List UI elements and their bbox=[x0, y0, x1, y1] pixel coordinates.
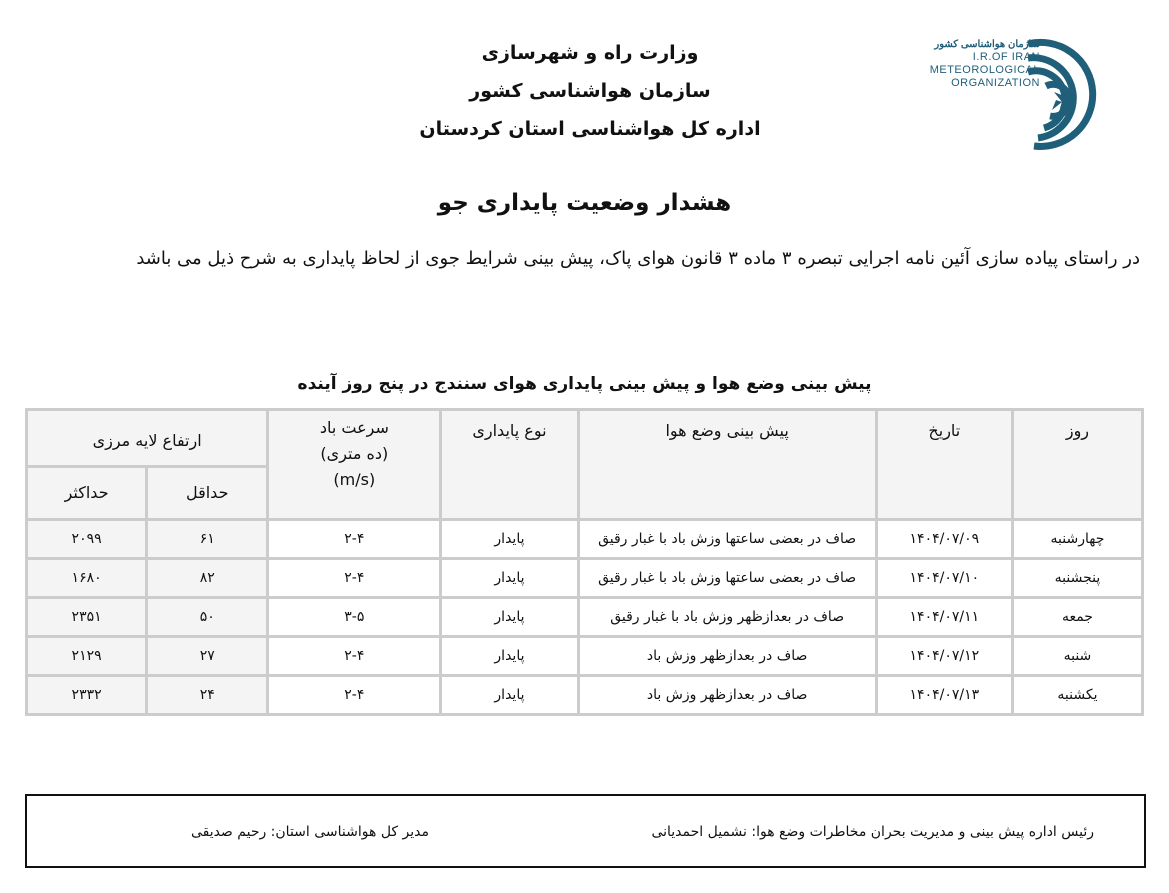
cell-max: ۲۰۹۹ bbox=[27, 520, 147, 559]
cell-max: ۲۳۵۱ bbox=[27, 598, 147, 637]
cell-min: ۲۷ bbox=[147, 637, 268, 676]
header-day: روز bbox=[1012, 410, 1142, 520]
table-row bbox=[27, 520, 1143, 559]
header-forecast: پیش بینی وضع هوا bbox=[578, 410, 876, 520]
organization-header bbox=[380, 34, 800, 148]
cell-min: ۲۴ bbox=[147, 676, 268, 715]
header-stability: نوع پایداری bbox=[441, 410, 578, 520]
cell-day: چهارشنبه bbox=[1012, 520, 1142, 559]
table-row bbox=[27, 559, 1143, 598]
cell-min: ۸۲ bbox=[147, 559, 268, 598]
wind-header-line-1: سرعت باد bbox=[319, 418, 389, 437]
ministry-name: وزارت راه و شهرسازی bbox=[481, 42, 699, 64]
document-title: هشدار وضعیت پایداری جو bbox=[437, 190, 732, 216]
cell-wind: ۲-۴ bbox=[268, 676, 441, 715]
logo-spiral-icon bbox=[1024, 38, 1114, 154]
cell-min: ۵۰ bbox=[147, 598, 268, 637]
cell-stability: پایدار bbox=[441, 520, 578, 559]
logo-fa-text: سازمان هواشناسی کشور bbox=[934, 39, 1040, 50]
meteorological-organization-logo bbox=[929, 38, 1118, 158]
cell-day: پنجشنبه bbox=[1012, 559, 1142, 598]
cell-min: ۶۱ bbox=[147, 520, 268, 559]
cell-wind: ۲-۴ bbox=[268, 637, 441, 676]
table-row bbox=[27, 637, 1143, 676]
cell-date: ۱۴۰۴/۰۷/۱۲ bbox=[876, 637, 1012, 676]
cell-stability: پایدار bbox=[441, 559, 578, 598]
header-wind-speed bbox=[268, 410, 441, 520]
cell-forecast: صاف در بعضی ساعتها وزش باد با غبار رقیق bbox=[578, 520, 876, 559]
cell-wind: ۲-۴ bbox=[268, 559, 441, 598]
provincial-office-name: اداره کل هواشناسی استان کردستان bbox=[419, 118, 761, 140]
header-min: حداقل bbox=[147, 467, 268, 520]
logo-en-line-1: I.R.OF IRAN bbox=[972, 51, 1040, 63]
wind-header-line-2: (ده متری) bbox=[320, 444, 389, 463]
table-row bbox=[27, 676, 1143, 715]
signature-box bbox=[25, 794, 1146, 868]
cell-forecast: صاف در بعدازظهر وزش باد bbox=[578, 637, 876, 676]
organization-name: سازمان هواشناسی کشور bbox=[469, 80, 711, 102]
cell-date: ۱۴۰۴/۰۷/۱۱ bbox=[876, 598, 1012, 637]
table-row bbox=[27, 598, 1143, 637]
cell-day: جمعه bbox=[1012, 598, 1142, 637]
cell-forecast: صاف در بعدازظهر وزش باد bbox=[578, 676, 876, 715]
logo-en-line-3: ORGANIZATION bbox=[951, 77, 1040, 89]
logo-en-line-2: METEOROLOGICAL bbox=[929, 64, 1040, 76]
cell-day: شنبه bbox=[1012, 637, 1142, 676]
header-max: حداکثر bbox=[27, 467, 147, 520]
wind-header-line-3: (m/s) bbox=[333, 470, 376, 489]
cell-date: ۱۴۰۴/۰۷/۱۳ bbox=[876, 676, 1012, 715]
cell-date: ۱۴۰۴/۰۷/۰۹ bbox=[876, 520, 1012, 559]
intro-paragraph: در راستای پیاده سازی آئین نامه اجرایی تبصره ۳ ماده ۳ قانون هوای پاک، پیش بینی شرایط جوی از لحاظ پایداری به شرح ذیل می باشد bbox=[136, 248, 1140, 269]
cell-stability: پایدار bbox=[441, 676, 578, 715]
header-date: تاریخ bbox=[876, 410, 1012, 520]
forecast-head-signature: رئیس اداره پیش بینی و مدیریت بحران مخاطرات وضع هوا: نشمیل احمدیانی bbox=[651, 824, 1094, 840]
table-title: پیش بینی وضع هوا و پیش بینی پایداری هوای سنندج در پنج روز آینده bbox=[297, 374, 872, 394]
director-signature: مدیر کل هواشناسی استان: رحیم صدیقی bbox=[190, 824, 429, 840]
cell-wind: ۲-۴ bbox=[268, 520, 441, 559]
cell-day: یکشنبه bbox=[1012, 676, 1142, 715]
cell-wind: ۳-۵ bbox=[268, 598, 441, 637]
cell-forecast: صاف در بعدازظهر وزش باد با غبار رقیق bbox=[578, 598, 876, 637]
cell-max: ۱۶۸۰ bbox=[27, 559, 147, 598]
header-boundary-layer: ارتفاع لایه مرزی bbox=[27, 410, 268, 467]
cell-stability: پایدار bbox=[441, 598, 578, 637]
cell-stability: پایدار bbox=[441, 637, 578, 676]
cell-max: ۲۳۳۲ bbox=[27, 676, 147, 715]
cell-max: ۲۱۲۹ bbox=[27, 637, 147, 676]
cell-forecast: صاف در بعضی ساعتها وزش باد با غبار رقیق bbox=[578, 559, 876, 598]
cell-date: ۱۴۰۴/۰۷/۱۰ bbox=[876, 559, 1012, 598]
forecast-table bbox=[25, 408, 1144, 716]
